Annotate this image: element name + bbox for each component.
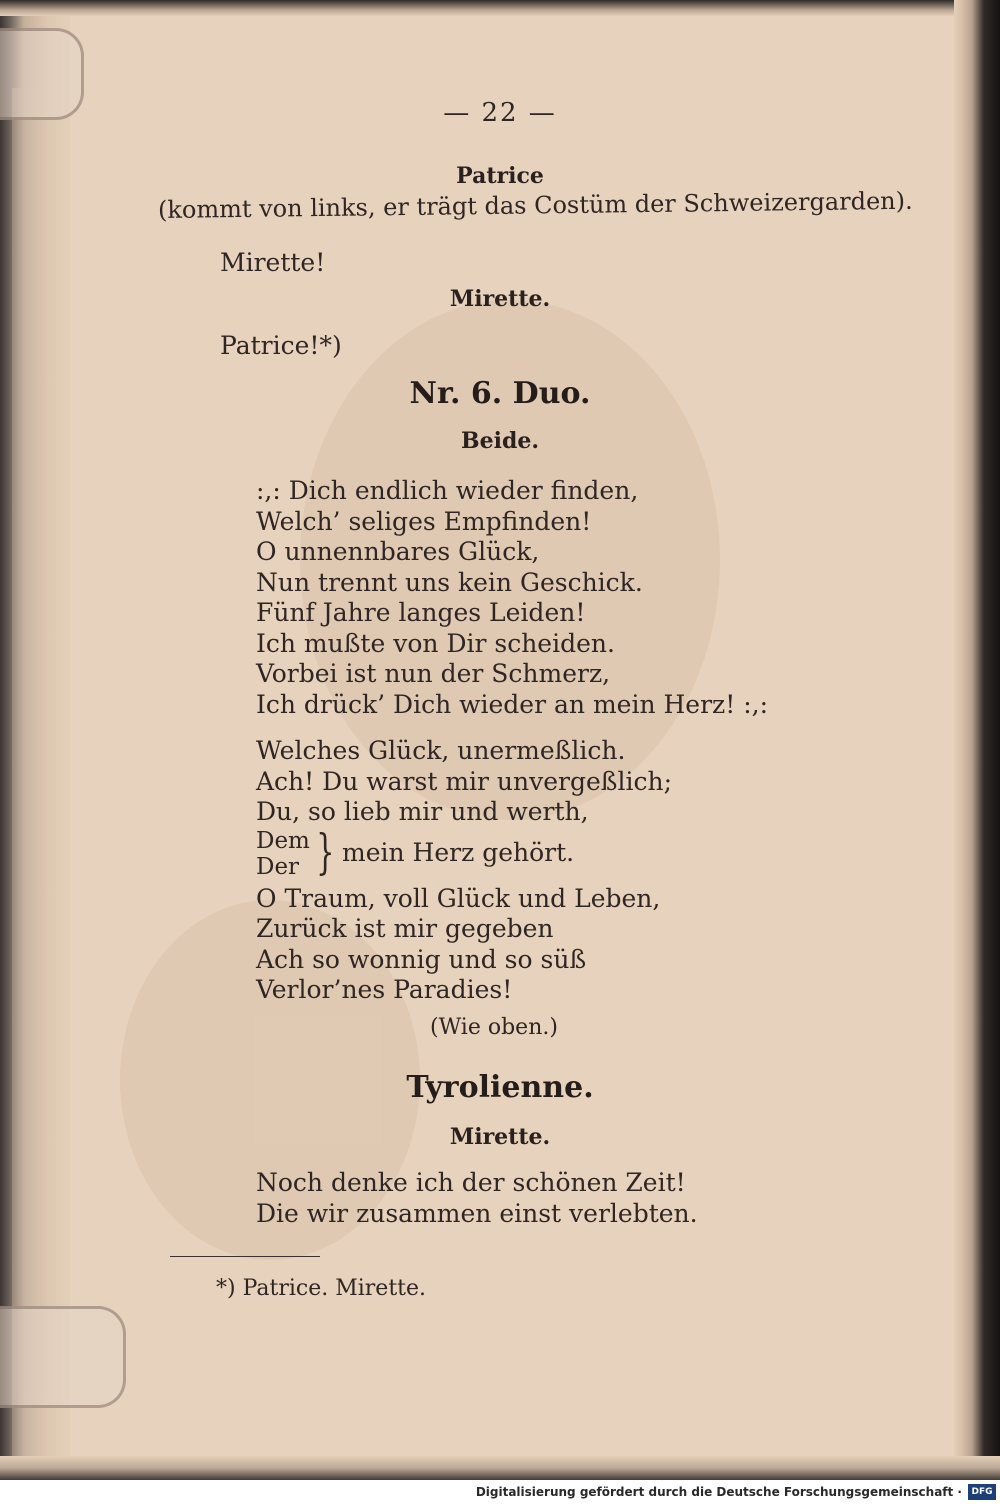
lyric-line: O Traum, voll Glück und Leben, bbox=[256, 883, 661, 913]
speaker-mirette: Mirette. bbox=[449, 286, 551, 312]
tyrolienne-heading: Tyrolienne. bbox=[406, 1070, 594, 1105]
clip-tab-bottom bbox=[0, 1306, 126, 1408]
lyric-line: Verlor’nes Paradies! bbox=[256, 975, 513, 1004]
right-page-edge bbox=[954, 0, 1000, 1504]
top-page-edge bbox=[0, 0, 1000, 16]
lyric-line: Die wir zusammen einst verlebten. bbox=[256, 1198, 698, 1228]
lyric-line: Ich drück’ Dich wieder an mein Herz! :,: bbox=[256, 689, 768, 719]
stage-direction: (kommt von links, er trägt das Costüm der Schweizergarden). bbox=[157, 186, 913, 224]
lyric-line: Zurück ist mir gegeben bbox=[256, 914, 554, 943]
lyric-line: Fünf Jahre langes Leiden! bbox=[256, 598, 586, 627]
lyric-line: :,: Dich endlich wieder finden, bbox=[256, 476, 639, 505]
lyric-line: O unnennbares Glück, bbox=[256, 537, 540, 566]
lyric-line: Du, so lieb mir und werth, bbox=[256, 797, 589, 826]
speaker-mirette-tyrolienne: Mirette. bbox=[449, 1124, 551, 1150]
page-number: — 22 — bbox=[443, 98, 557, 128]
repeat-note: (Wie oben.) bbox=[430, 1015, 558, 1040]
lyric-line: Ach! Du warst mir unvergeßlich; bbox=[256, 766, 673, 796]
speaker-patrice: Patrice bbox=[456, 163, 544, 189]
line-mirette-call: Mirette! bbox=[220, 248, 326, 277]
footnote-rule bbox=[170, 1256, 320, 1257]
line-patrice-call: Patrice!*) bbox=[220, 331, 342, 360]
watermark-text: Digitalisierung gefördert durch die Deutsche Forschungsgemeinschaft · bbox=[475, 1485, 962, 1499]
lyric-line: Noch denke ich der schönen Zeit! bbox=[256, 1168, 686, 1197]
dfg-logo: DFG bbox=[968, 1484, 996, 1500]
duo-heading: Nr. 6. Duo. bbox=[409, 376, 591, 411]
lyric-line: Ich mußte von Dir scheiden. bbox=[256, 628, 615, 658]
lyric-line: Ach so wonnig und so süß bbox=[256, 944, 587, 974]
lyric-line: Nun trennt uns kein Geschick. bbox=[256, 567, 643, 597]
lyric-line: Welch’ seliges Empfinden! bbox=[256, 506, 592, 536]
curly-brace-icon: } bbox=[316, 823, 335, 880]
lyric-line: Welches Glück, unermeßlich. bbox=[256, 736, 626, 765]
bottom-page-edge bbox=[0, 1456, 1000, 1482]
lyric-line: Vorbei ist nun der Schmerz, bbox=[256, 659, 611, 688]
speaker-beide: Beide. bbox=[461, 428, 539, 454]
footnote: *) Patrice. Mirette. bbox=[216, 1276, 427, 1301]
brace-shared-text: mein Herz gehört. bbox=[342, 837, 575, 867]
watermark-bar bbox=[0, 1480, 1000, 1504]
brace-upper-word: Dem bbox=[256, 827, 310, 854]
brace-group bbox=[256, 823, 672, 884]
duo-stanza-1 bbox=[256, 476, 768, 720]
tyrolienne-lines bbox=[256, 1168, 698, 1229]
brace-lower-word: Der bbox=[256, 853, 300, 880]
duo-stanza-2 bbox=[256, 736, 672, 1006]
